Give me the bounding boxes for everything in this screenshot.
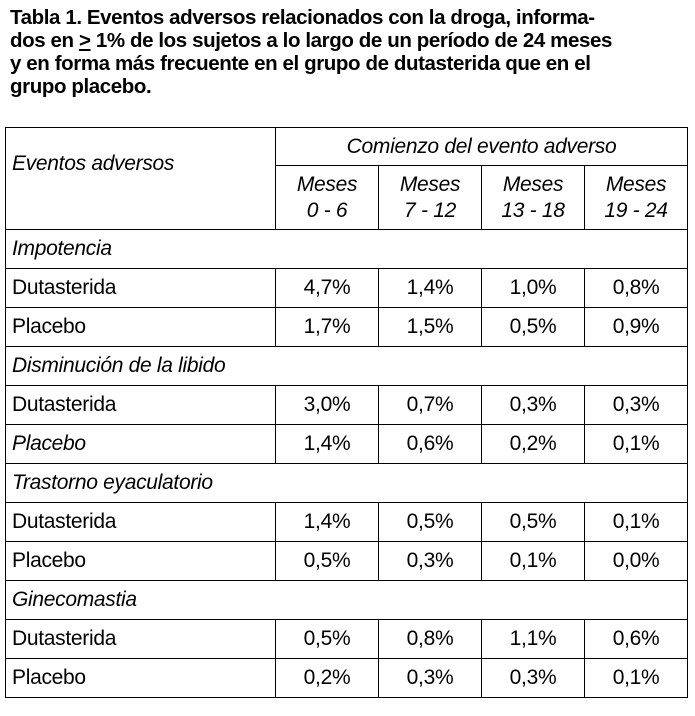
table-cell: 1,4% [276,503,379,542]
table-row [6,425,688,464]
category-row-eyaculatorio: Trastorno eyaculatorio [6,464,688,503]
caption-line-1: Tabla 1. Eventos adversos relacionados con la droga, informa- [10,6,595,29]
row-label: Placebo [6,425,276,464]
table-row [6,659,688,698]
period-header: Meses 0 - 6 [276,166,379,230]
table-caption [10,6,685,98]
table-row [6,269,688,308]
table-cell: 1,0% [482,269,585,308]
row-label: Dutasterida [6,503,276,542]
table-row [6,503,688,542]
column-header-events: Eventos adversos [6,128,276,230]
column-header-onset: Comienzo del evento adverso [276,128,688,166]
row-label: Placebo [6,542,276,581]
table-cell: 0,5% [482,503,585,542]
table-cell: 0,5% [482,308,585,347]
table-row [6,386,688,425]
table-cell: 0,1% [585,425,688,464]
table-cell: 0,3% [379,542,482,581]
table-row [6,542,688,581]
row-label: Placebo [6,659,276,698]
period-header: Meses 19 - 24 [585,166,688,230]
table-cell: 4,7% [276,269,379,308]
caption-line-4: grupo placebo. [10,75,152,98]
adverse-events-table [5,127,688,698]
table-cell: 1,5% [379,308,482,347]
table-cell: 0,3% [482,659,585,698]
table-row [6,308,688,347]
table-cell: 0,2% [482,425,585,464]
row-label: Dutasterida [6,386,276,425]
table-cell: 0,5% [379,503,482,542]
table-cell: 0,7% [379,386,482,425]
table-cell: 0,6% [585,620,688,659]
table-row [6,620,688,659]
table-cell: 0,8% [379,620,482,659]
caption-line-2a: dos en [10,29,79,52]
table-cell: 1,1% [482,620,585,659]
table-cell: 1,4% [276,425,379,464]
table-cell: 3,0% [276,386,379,425]
row-label: Dutasterida [6,620,276,659]
table-cell: 0,1% [482,542,585,581]
table-cell: 0,9% [585,308,688,347]
period-header: Meses 7 - 12 [379,166,482,230]
category-row-impotencia: Impotencia [6,230,688,269]
table-cell: 0,8% [585,269,688,308]
table-cell: 0,5% [276,542,379,581]
table-cell: 0,3% [482,386,585,425]
table-cell: 0,5% [276,620,379,659]
row-label: Dutasterida [6,269,276,308]
caption-line-2b: 1% de los sujetos a lo largo de un período de 24 meses [90,29,612,52]
period-header: Meses 13 - 18 [482,166,585,230]
category-row-libido: Disminución de la libido [6,347,688,386]
table-cell: 1,7% [276,308,379,347]
table-cell: 0,2% [276,659,379,698]
row-label: Placebo [6,308,276,347]
caption-line-3: y en forma más frecuente en el grupo de dutasterida que en el [10,52,591,75]
category-row-ginecomastia: Ginecomastia [6,581,688,620]
table-cell: 0,3% [585,386,688,425]
table-cell: 0,1% [585,503,688,542]
table-cell: 0,6% [379,425,482,464]
table-cell: 0,0% [585,542,688,581]
caption-ge-symbol: > [78,29,91,52]
table-cell: 0,1% [585,659,688,698]
table-cell: 0,3% [379,659,482,698]
table-cell: 1,4% [379,269,482,308]
